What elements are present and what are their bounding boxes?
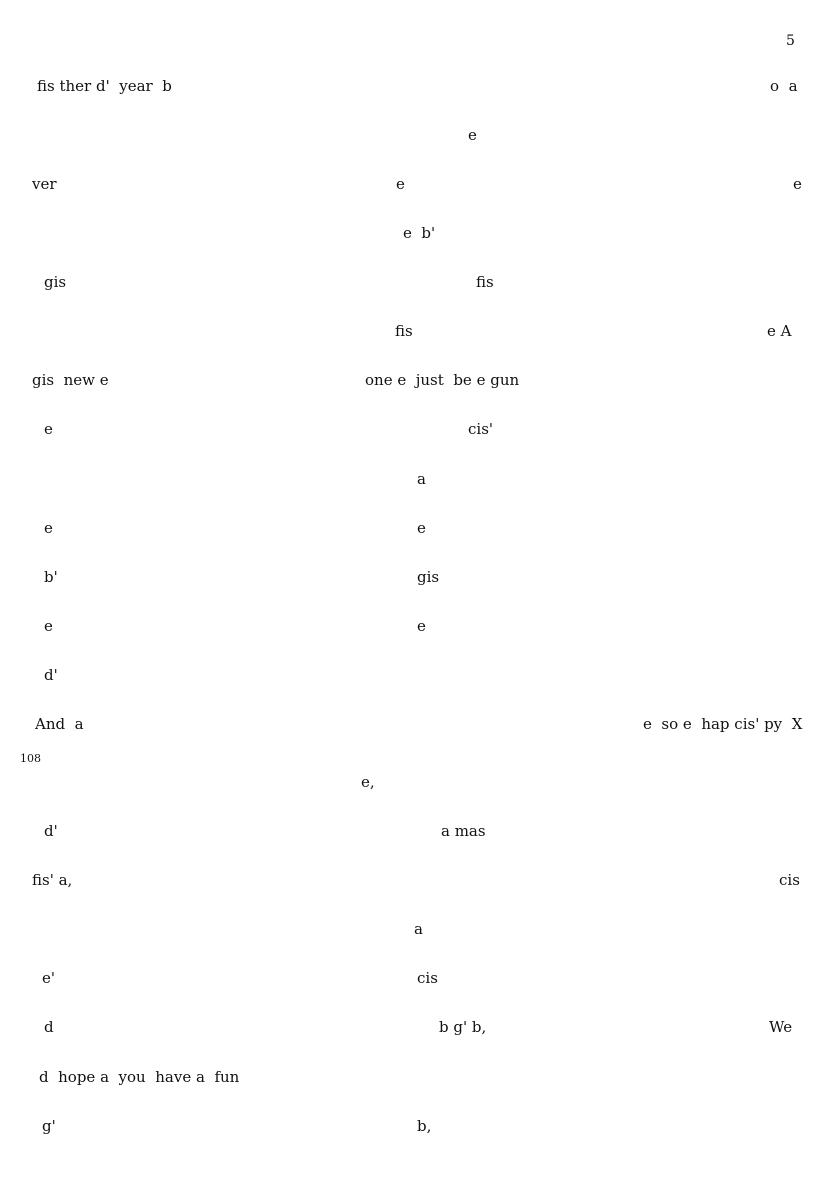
lyric-fragment: e' <box>42 969 56 987</box>
page-number: 5 <box>786 33 795 49</box>
lyric-fragment: a <box>417 470 426 488</box>
lyric-fragment: We <box>769 1018 793 1036</box>
lyric-fragment: e <box>44 519 53 537</box>
lyric-fragment: e <box>417 519 426 537</box>
lyric-fragment: fis' a, <box>32 871 73 889</box>
lyric-fragment: one e just be e gun <box>365 371 520 389</box>
lyric-fragment: cis <box>417 969 438 987</box>
lyric-fragment: gis <box>417 568 440 586</box>
lyric-fragment: e <box>793 175 802 193</box>
lyric-fragment: e A <box>767 322 792 340</box>
lyric-fragment: ver <box>32 175 57 193</box>
lyric-fragment: e <box>44 617 53 635</box>
lyric-fragment: d' <box>44 822 58 840</box>
lyric-fragment: d hope a you have a fun <box>39 1068 240 1086</box>
lyric-fragment: b' <box>44 568 58 586</box>
lyric-fragment: b g' b, <box>439 1018 487 1036</box>
lyric-fragment: e <box>44 420 53 438</box>
lyric-fragment: cis' <box>468 420 494 438</box>
lyric-fragment: o a <box>770 77 798 95</box>
lyric-fragment: fis <box>395 322 413 340</box>
lyric-fragment: gis new e <box>32 371 109 389</box>
lyric-fragment: e b' <box>403 224 436 242</box>
lyric-fragment: fis <box>476 273 494 291</box>
lyric-fragment: e, <box>361 773 375 791</box>
lyric-fragment: d' <box>44 666 58 684</box>
lyric-fragment: e <box>417 617 426 635</box>
lyric-fragment: fis ther d' year b <box>37 77 172 95</box>
lyric-fragment: e <box>468 126 477 144</box>
measure-number: 108 <box>20 752 41 765</box>
lyric-fragment: g' <box>42 1117 56 1135</box>
lyric-fragment: b, <box>417 1117 432 1135</box>
lyric-fragment: a mas <box>441 822 486 840</box>
lyric-fragment: cis <box>779 871 800 889</box>
lyric-fragment: And a <box>35 715 84 733</box>
lyric-fragment: e so e hap cis' py X <box>643 715 803 733</box>
lyric-fragment: d <box>44 1018 54 1036</box>
lyric-fragment: a <box>414 920 423 938</box>
lyric-fragment: e <box>396 175 405 193</box>
lyric-fragment: gis <box>44 273 67 291</box>
